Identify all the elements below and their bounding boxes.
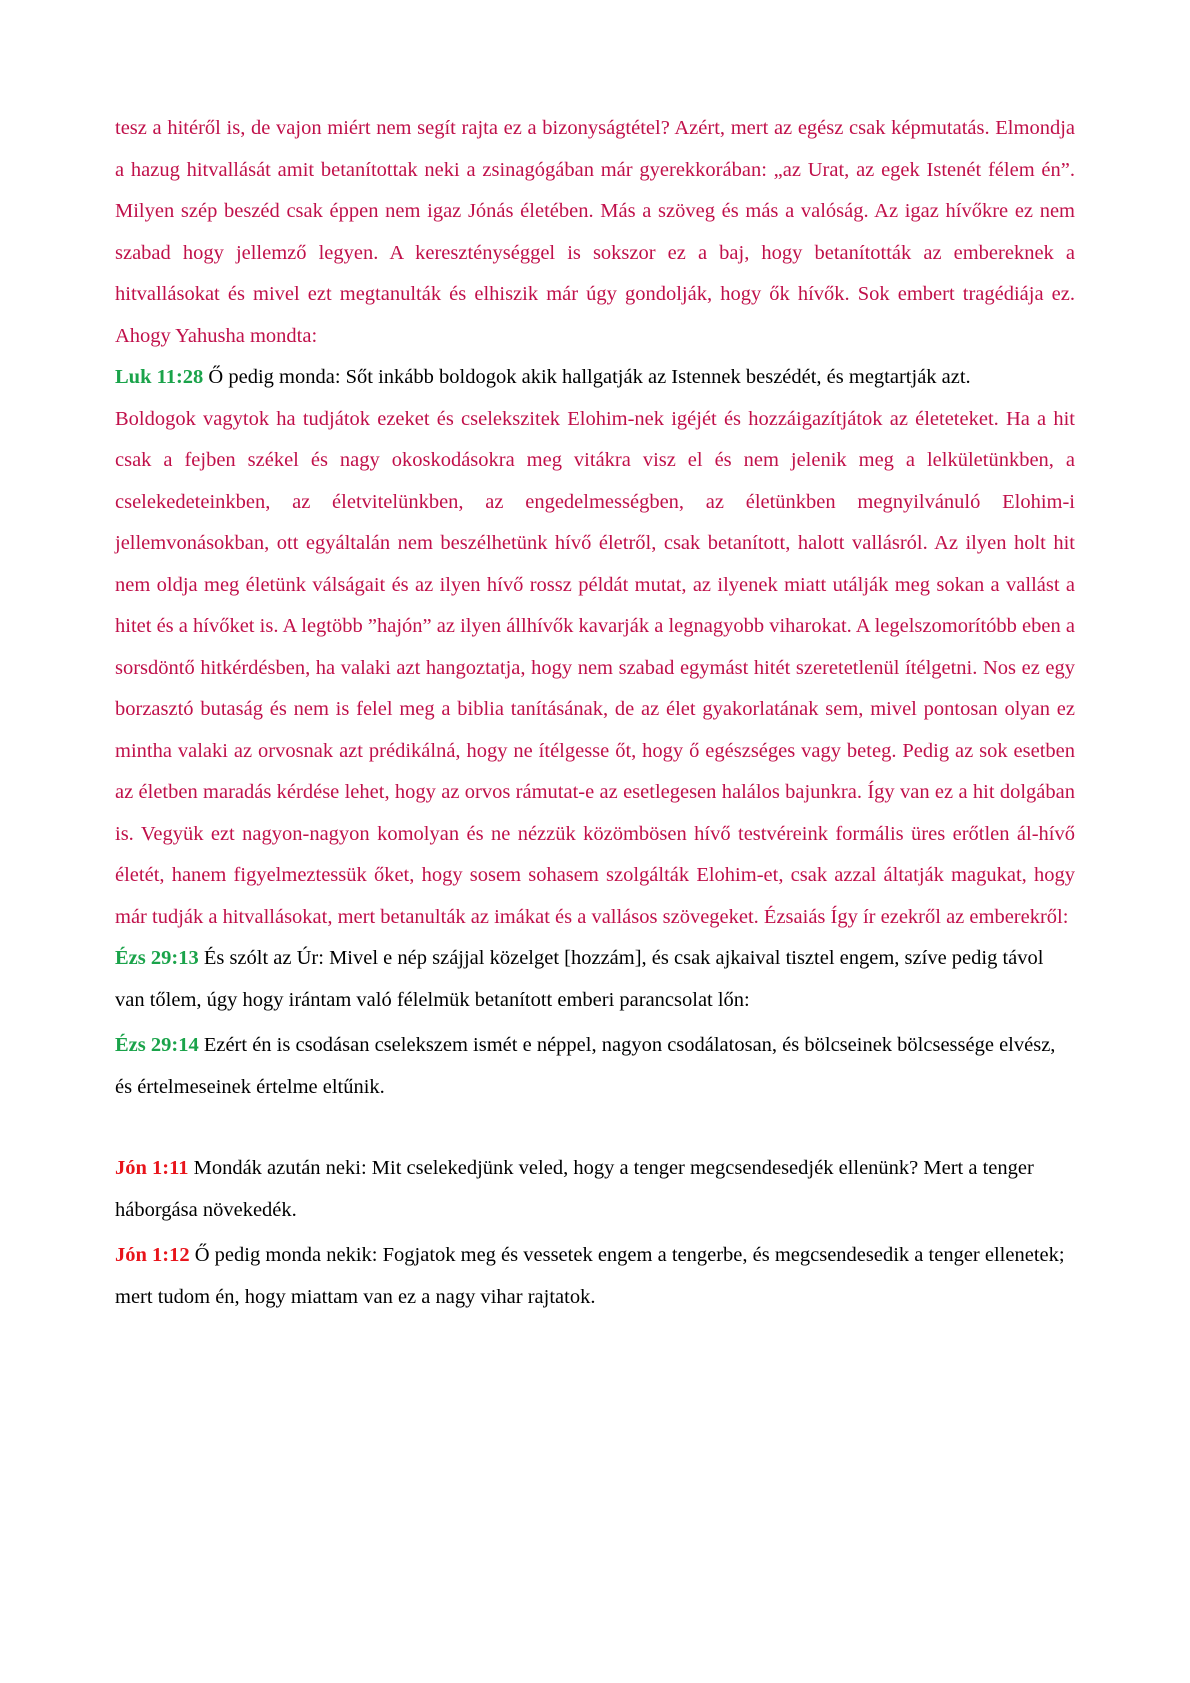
- verse-reference: Jón 1:11: [115, 1157, 189, 1179]
- verse-text: Ezért én is csodásan cselekszem ismét e néppel, nagyon csodálatosan, és bölcseinek bölcsessége elvész, és értelmeseinek értelme eltűnik.: [115, 1034, 1056, 1098]
- verse-reference: Ézs 29:14: [115, 1034, 199, 1056]
- document-page: [115, 108, 1075, 1318]
- verse-text: Ő pedig monda: Sőt inkább boldogok akik hallgatják az Istennek beszédét, és megtartják azt.: [203, 366, 971, 388]
- bible-verse: [115, 938, 1075, 1021]
- commentary-paragraph: Boldogok vagytok ha tudjátok ezeket és cselekszitek Elohim-nek igéjét és hozzáigazítjátok az életeteket. Ha a hit csak a fejben székel és nagy okoskodásokra meg vitákra visz el és nem jelenik meg a lelkületünkben, a cselekedeteinkben, az életvitelünkben, az engedelmességben, az életünkben megnyilvánuló Elohim-i jellemvonásokban, ott egyáltalán nem beszélhetünk hívő életről, csak betanított, halott vallásról. Az ilyen holt hit nem oldja meg életünk válságait és az ilyen hívő rossz példát mutat, az ilyenek miatt utálják meg sokan a vallást a hitet és a hívőket is. A legtöbb ”hajón” az ilyen állhívők kavarják a legnagyobb viharokat. A legelszomorítóbb eben a sorsdöntő hitkérdésben, ha valaki azt hangoztatja, hogy nem szabad egymást hitét szeretetlenül ítélgetni. Nos ez egy borzasztó butaság és nem is felel meg a biblia tanításának, de az élet gyakorlatának sem, mivel pontosan olyan ez mintha valaki az orvosnak azt prédikálná, hogy ne ítélgesse őt, hogy ő egészséges vagy beteg. Pedig az sok esetben az életben maradás kérdése lehet, hogy az orvos rámutat-e az esetlegesen halálos bajunkra. Így van ez a hit dolgában is. Vegyük ezt nagyon-nagyon komolyan és ne nézzük közömbösen hívő testvéreink formális üres erőtlen ál-hívő életét, hanem figyelmeztessük őket, hogy sosem sohasem szolgálták Elohim-et, csak azzal áltatják magukat, hogy már tudják a hitvallásokat, mert betanulták az imákat és a vallásos szövegeket. Ézsaiás Így ír ezekről az emberekről:: [115, 407, 1075, 928]
- commentary-paragraph: tesz a hitéről is, de vajon miért nem segít rajta ez a bizonyságtétel? Azért, mert az egész csak képmutatás. Elmondja a hazug hitvallását amit betanítottak neki a zsinagógában már gyerekkorában: „az Urat, az egek Istenét félem én”. Milyen szép beszéd csak éppen nem igaz Jónás életében. Más a szöveg és más a valóság. Az igaz hívőkre ez nem szabad hogy jellemző legyen. A kereszténységgel is sokszor ez a baj, hogy betanították az embereknek a hitvallásokat és mivel ezt megtanulták és elhiszik már úgy gondolják, hogy ők hívők. Sok embert tragédiája ez. Ahogy Yahusha mondta:: [115, 117, 1075, 347]
- bible-verse: [115, 357, 1075, 399]
- spacer: [115, 1108, 1075, 1148]
- verse-reference: Jón 1:12: [115, 1244, 190, 1266]
- verse-reference: Luk 11:28: [115, 366, 204, 388]
- bible-verse: [115, 1025, 1075, 1108]
- bible-verse: [115, 1148, 1075, 1231]
- verse-reference: Ézs 29:13: [115, 947, 199, 969]
- verse-text: Ő pedig monda nekik: Fogjatok meg és vessetek engem a tengerbe, és megcsendesedik a tenger ellenetek; mert tudom én, hogy miattam van ez a nagy vihar rajtatok.: [115, 1244, 1065, 1308]
- verse-text: És szólt az Úr: Mivel e nép szájjal közelget [hozzám], és csak ajkaival tisztel engem, szíve pedig távol van tőlem, úgy hogy irántam való félelmük betanított emberi parancsolat lőn:: [115, 947, 1044, 1011]
- bible-verse: [115, 1235, 1075, 1318]
- verse-text: Mondák azután neki: Mit cselekedjünk veled, hogy a tenger megcsendesedjék ellenünk? Mert a tenger háborgása növekedék.: [115, 1157, 1034, 1221]
